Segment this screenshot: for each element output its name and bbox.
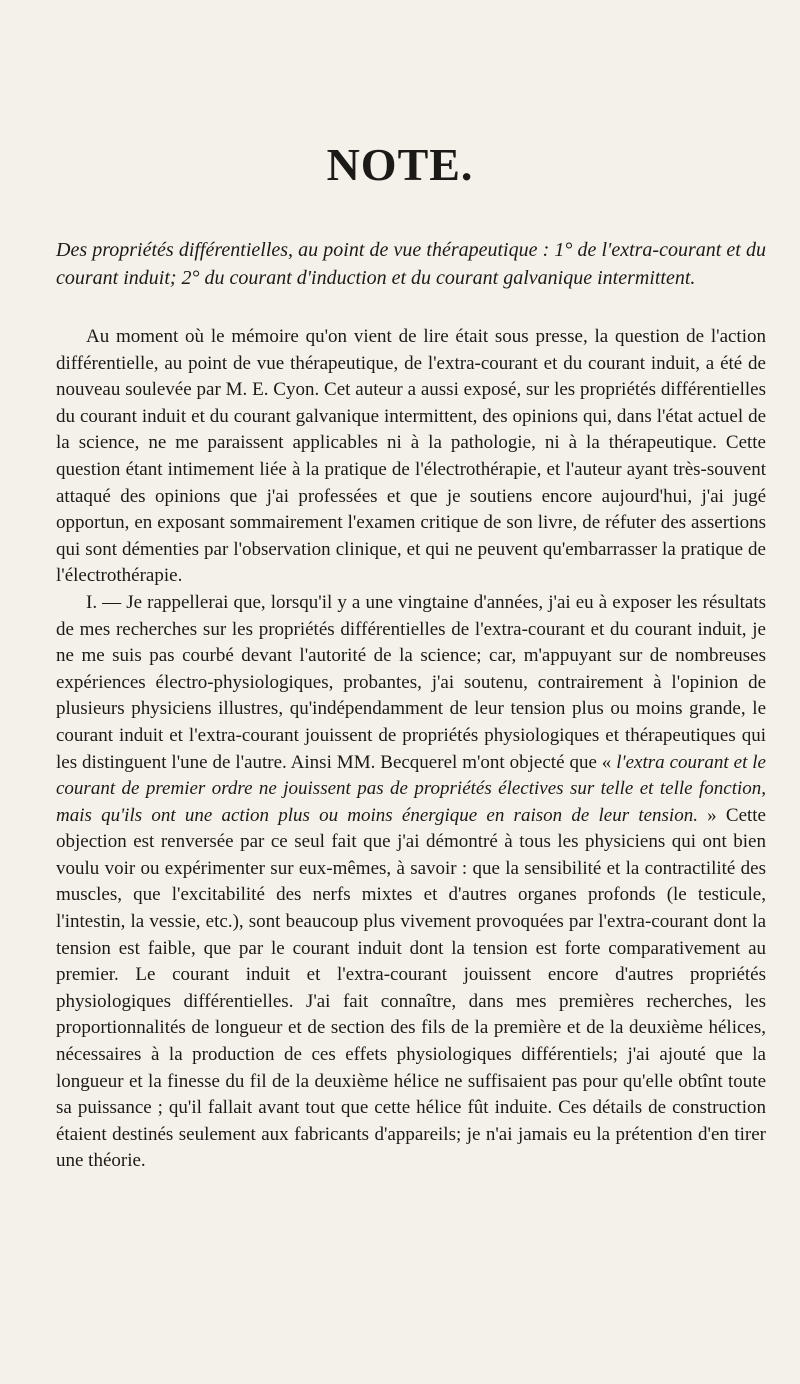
page-title: NOTE. bbox=[326, 139, 474, 190]
paragraph-2 bbox=[56, 590, 766, 1175]
becquerel-quote: l'extra courant et le courant de premier ordre ne jouissent pas de propriétés électives sur telle et telle fonction, mais qu'ils ont une action plus ou moins énergique en raison de leur tension. bbox=[56, 751, 766, 826]
paragraph-1: Au moment où le mémoire qu'on vient de lire était sous presse, la question de l'action différentielle, au point de vue thérapeutique, de l'extra-courant et du courant induit, a été de nouveau soulevée par M. E. Cyon. Cet auteur a aussi exposé, sur les propriétés différentielles du courant induit et du courant galvanique intermittent, des opinions qui, dans l'état actuel de la science, ne me paraissent applicables ni à la pathologie, ni à la thérapeutique. Cette question étant intimement liée à la pratique de l'électrothérapie, et l'auteur ayant très-souvent attaqué des opinions que j'ai professées et que je soutiens encore aujourd'hui, j'ai jugé opportun, en exposant sommairement l'examen critique de son livre, de réfuter des assertions qui sont démenties par l'observation clinique, et qui ne peuvent qu'embarrasser la pratique de l'électrothérapie. bbox=[56, 326, 766, 587]
note-body bbox=[56, 324, 766, 1175]
paragraph-2-text-b: » Cette objection est renversée par ce seul fait que j'ai démontré à tous les physiciens qui ont bien voulu voir ou expérimenter sur eux-mêmes, à savoir : que la sensibilité et la contractilité des muscles, que l'excitabilité des nerfs mixtes et d'autres organes profonds (le testicule, l'intestin, la vessie, etc.), sont beaucoup plus vivement provoquées par l'extra-courant dont la tension est faible, que par le courant induit dont la tension est forte comparativement au premier. Le courant induit et l'extra-courant jouissent encore d'autres propriétés physiologiques différentielles. J'ai fait connaître, dans mes premières recherches, les proportionnalités de longueur et de section des fils de la première et de la deuxième hélices, nécessaires à la production de ces effets physiologiques différentiels; j'ai ajouté que la longueur et la finesse du fil de la deuxième hélice ne suffisaient pas pour qu'elle obtînt toute sa puissance ; qu'il fallait avant tout que cette hélice fût induite. Ces détails de construction étaient destinés seulement aux fabricants d'appareils; je n'ai jamais eu la prétention d'en tirer une théorie. bbox=[56, 804, 766, 1172]
note-subtitle: Des propriétés différentielles, au point de vue thérapeutique : 1° de l'extra-courant et du courant induit; 2° du courant d'induction et du courant galvanique intermittent. bbox=[56, 239, 766, 289]
paragraph-2-text-a: I. — Je rappellerai que, lorsqu'il y a une vingtaine d'années, j'ai eu à exposer les résultats de mes recherches sur les propriétés différentielles de l'extra-courant et du courant induit, je ne me suis pas courbé devant l'autorité de la science; car, m'appuyant sur de nombreuses expériences électro-physiologiques, probantes, j'ai soutenu, contrairement à l'opinion de plusieurs physiciens illustres, qu'indépendamment de leur tension plus ou moins grande, le courant induit et l'extra-courant jouissent de propriétés physiologiques et thérapeutiques qui les distinguent l'une de l'autre. Ainsi MM. Becquerel m'ont objecté que « bbox=[56, 591, 766, 773]
